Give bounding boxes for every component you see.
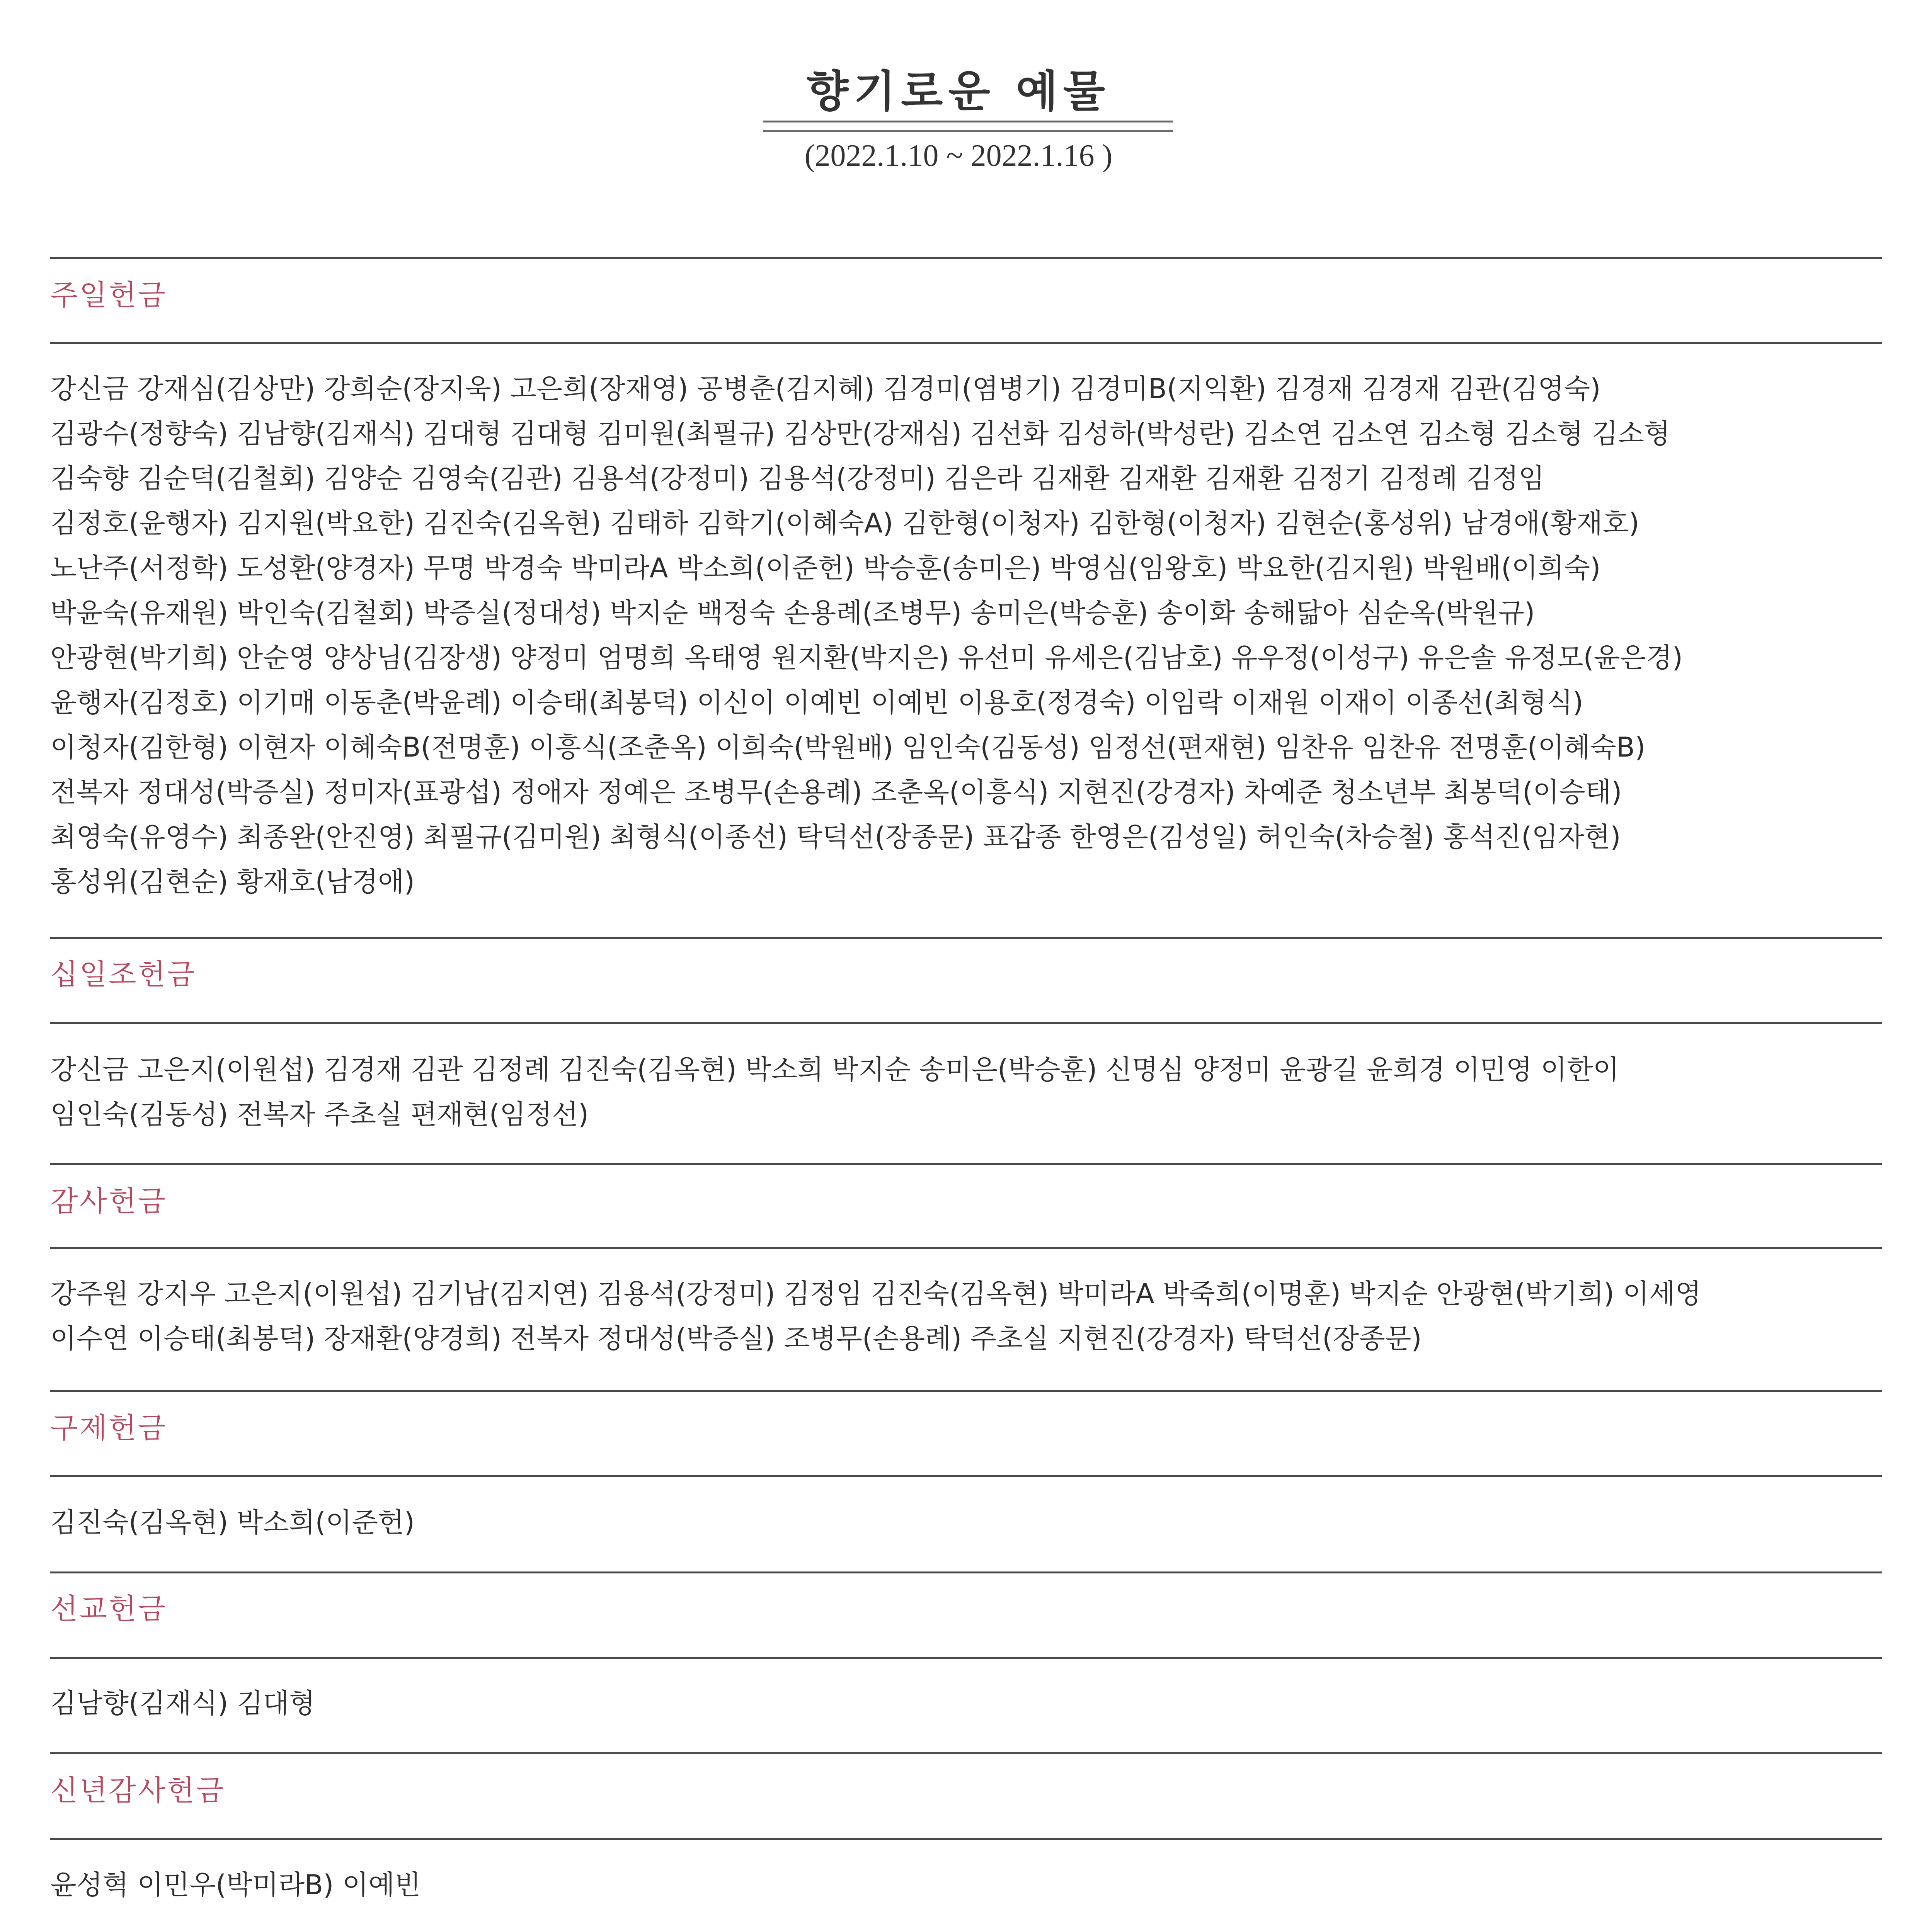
names-line: 강신금 고은지(이원섭) 김경재 김관 김정례 김진숙(김옥현) 박소희 박지순 송미은(박승훈) 신명심 양정미 윤광길 윤희경 이민영 이한이 [50,1054,1619,1085]
names-line: 안광현(박기희) 안순영 양상님(김장생) 양정미 엄명희 옥태영 원지환(박지은) 유선미 유세은(김남호) 유우정(이성구) 유은솔 유정모(윤은경) [50,642,1683,673]
document-period: (2022.1.10 ~ 2022.1.16 ) [804,139,1113,173]
title-underline-top [763,121,1173,122]
names-line: 노난주(서정학) 도성환(양경자) 무명 박경숙 박미라A 박소희(이준헌) 박승훈(송미은) 박영심(임왕호) 박요한(김지원) 박원배(이희숙) [50,552,1601,584]
section-divider [50,1571,1882,1573]
section-names-new-year-thanksgiving [50,1862,1882,1907]
title-underline-bottom [763,130,1173,132]
section-label-thanksgiving: 감사헌금 [50,1185,167,1218]
names-line: 윤행자(김정호) 이기매 이동춘(박윤례) 이승태(최봉덕) 이신이 이예빈 이예빈 이용호(정경숙) 이임락 이재원 이재이 이종선(최형식) [50,687,1583,718]
names-line: 전복자 정대성(박증실) 정미자(표광섭) 정애자 정예은 조병무(손용례) 조춘옥(이흥식) 지현진(강경자) 차예준 청소년부 최봉덕(이승태) [50,776,1622,808]
names-line: 홍성위(김현순) 황재호(남경애) [50,866,415,898]
section-label-mission: 선교헌금 [50,1592,167,1626]
names-line: 김남향(김재식) 김대형 [50,1687,315,1719]
section-divider [50,937,1882,939]
names-line: 김정호(윤행자) 김지원(박요한) 김진숙(김옥현) 김태하 김학기(이혜숙A) 김한형(이청자) 김한형(이청자) 김현순(홍성위) 남경애(황재호) [50,507,1639,539]
section-names-relief [50,1500,1882,1545]
names-line: 김광수(정향숙) 김남향(김재식) 김대형 김대형 김미원(최필규) 김상만(강재심) 김선화 김성하(박성란) 김소연 김소연 김소형 김소형 김소형 [50,418,1670,449]
section-divider [50,1247,1882,1249]
names-line: 김숙향 김순덕(김철회) 김양순 김영숙(김관) 김용석(강정미) 김용석(강정미) 김은라 김재환 김재환 김재환 김정기 김정례 김정임 [50,463,1545,494]
section-names-mission [50,1681,1882,1726]
section-divider [50,1475,1882,1477]
document-title: 향기로운 예물 [806,66,1111,117]
section-label-tithe: 십일조헌금 [50,958,196,991]
section-divider [50,1657,1882,1659]
section-label-relief: 구제헌금 [50,1412,167,1445]
names-line: 최영숙(유영수) 최종완(안진영) 최필규(김미원) 최형식(이종선) 탁덕선(장종문) 표갑종 한영은(김성일) 허인숙(차승철) 홍석진(임자현) [50,821,1621,853]
section-label-sunday-offering: 주일헌금 [50,279,167,312]
section-label-new-year-thanksgiving: 신년감사헌금 [50,1774,225,1807]
section-divider [50,1838,1882,1840]
names-line: 강신금 강재심(김상만) 강희순(장지욱) 고은희(장재영) 공병춘(김지혜) 김경미(염병기) 김경미B(지익환) 김경재 김경재 김관(김영숙) [50,373,1601,405]
names-line: 이수연 이승태(최봉덕) 장재환(양경희) 전복자 정대성(박증실) 조병무(손용례) 주초실 지현진(강경자) 탁덕선(장종문) [50,1323,1422,1354]
section-divider [50,342,1882,344]
names-line: 김진숙(김옥현) 박소희(이준헌) [50,1507,415,1538]
names-line: 윤성혁 이민우(박미라B) 이예빈 [50,1869,421,1901]
names-line: 박윤숙(유재원) 박인숙(김철회) 박증실(정대성) 박지순 백정숙 손용례(조병무) 송미은(박승훈) 송이화 송해닮아 심순옥(박원규) [50,597,1535,629]
section-divider [50,1752,1882,1754]
section-names-sunday-offering [50,366,1882,904]
names-line: 강주원 강지우 고은지(이원섭) 김기남(김지연) 김용석(강정미) 김정임 김진숙(김옥현) 박미라A 박죽희(이명훈) 박지순 안광현(박기희) 이세영 [50,1278,1701,1310]
section-names-thanksgiving [50,1271,1882,1361]
section-divider [50,1390,1882,1392]
names-line: 임인숙(김동성) 전복자 주초실 편재현(임정선) [50,1099,589,1130]
section-names-tithe [50,1047,1882,1137]
names-line: 이청자(김한형) 이현자 이혜숙B(전명훈) 이흥식(조춘옥) 이희숙(박원배) 임인숙(김동성) 임정선(편재현) 임찬유 임찬유 전명훈(이혜숙B) [50,731,1646,763]
section-divider [50,1022,1882,1024]
section-divider [50,257,1882,259]
section-divider [50,1163,1882,1165]
